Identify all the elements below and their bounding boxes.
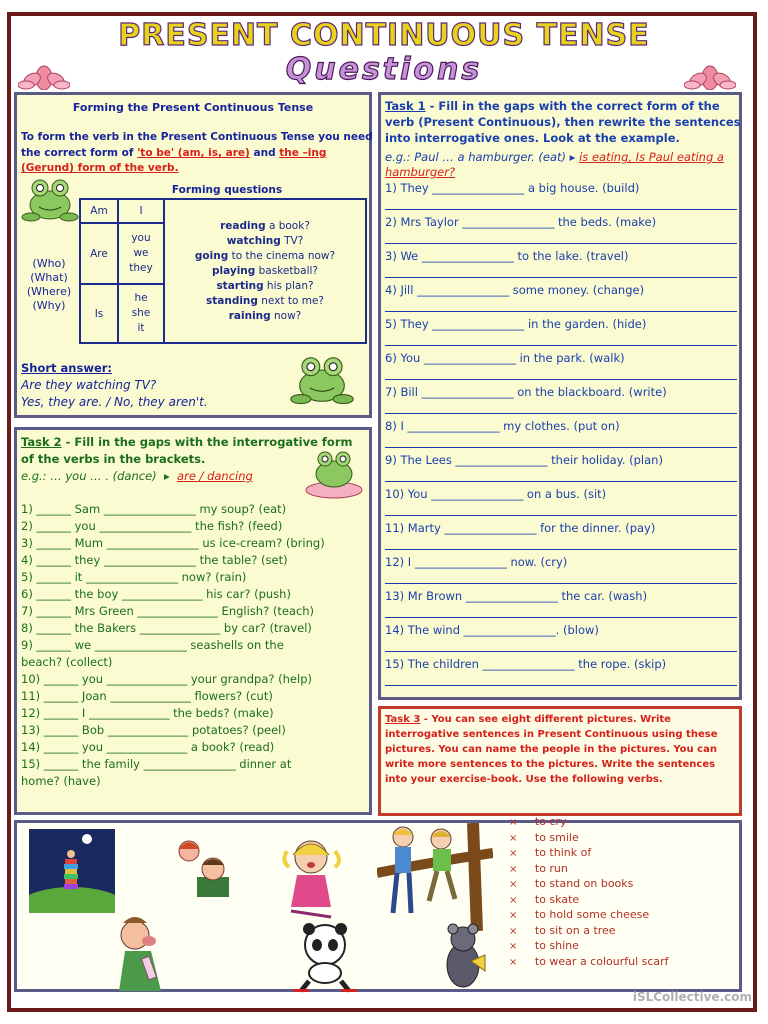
task1-items	[385, 181, 739, 691]
task2-item: 4) ______ they ________________ the table? (set)	[21, 553, 288, 567]
answer-line	[385, 345, 737, 346]
short-answer-label: Short answer:	[21, 361, 113, 375]
task1-item: 8) I ________________ my clothes. (put on)	[385, 419, 620, 433]
task2-item: 1) ______ Sam ________________ my soup? (eat)	[21, 502, 287, 516]
task3-instruction-line3: pictures. You can name the people in the pictures. You can	[385, 744, 717, 755]
answer-line	[385, 209, 737, 210]
grammar-intro-line1: To form the verb in the Present Continuous Tense you need	[21, 131, 373, 143]
mouse-picture	[437, 921, 493, 991]
task3-instruction-line4: write more sentences to the pictures. Write the sentences	[385, 759, 716, 770]
verb-list	[509, 815, 735, 970]
task2-item: 6) ______ the boy ______________ his car? (push)	[21, 587, 291, 601]
task1-item: 4) Jill ________________ some money. (change)	[385, 283, 645, 297]
task1-item: 5) They ________________ in the garden. (hide)	[385, 317, 647, 331]
task2-item: 14) ______ you ______________ a book? (read)	[21, 740, 275, 754]
task2-example: e.g.: … you … . (dance) ▸ are / dancing	[21, 469, 253, 483]
table-cell-i: I	[118, 199, 164, 223]
task2-item: 9) ______ we ________________ seashells on the	[21, 638, 284, 652]
verb-item: × to stand on books	[509, 877, 634, 890]
task1-item: 6) You ________________ in the park. (walk)	[385, 351, 625, 365]
answer-line	[385, 413, 737, 414]
answer-line	[385, 481, 737, 482]
task1-item: 10) You ________________ on a bus. (sit)	[385, 487, 607, 501]
task2-item: 15) ______ the family ________________ dinner at	[21, 757, 292, 771]
grammar-intro-line2: the correct form of 'to be' (am, is, are) and the –ing	[21, 147, 327, 159]
thinking-kids-picture	[167, 835, 237, 905]
verb-item: × to cry	[509, 815, 567, 828]
frog-icon	[289, 350, 355, 408]
task1-box	[378, 92, 742, 700]
footer-watermark: iSLCollective.com	[632, 990, 752, 1004]
task1-item: 15) The children ________________ the rope. (skip)	[385, 657, 667, 671]
answer-line	[385, 243, 737, 244]
task2-item: 7) ______ Mrs Green ______________ English? (teach)	[21, 604, 315, 618]
forming-questions-heading: Forming questions	[171, 184, 283, 196]
task2-item: 8) ______ the Bakers ______________ by car? (travel)	[21, 621, 312, 635]
forming-questions-table	[79, 198, 367, 344]
verb-item: × to wear a colourful scarf	[509, 954, 669, 968]
table-cell-he-she-it: he she it	[118, 284, 164, 343]
verb-item: × to skate	[509, 892, 580, 906]
man-picture	[105, 911, 185, 993]
task2-item: 2) ______ you ________________ the fish? (feed)	[21, 519, 283, 533]
task1-item: 9) The Lees ________________ their holiday. (plan)	[385, 453, 663, 467]
task2-item: 10) ______ you ______________ your grandpa? (help)	[21, 672, 312, 686]
task1-item: 1) They ________________ a big house. (build)	[385, 181, 640, 195]
verb-item: × to shine	[509, 939, 579, 952]
grammar-intro-line3: (Gerund) form of the verb.	[21, 162, 179, 174]
answer-line	[385, 277, 737, 278]
lotus-icon-right	[684, 56, 736, 90]
answer-line	[385, 651, 737, 652]
verb-item: × to run	[509, 861, 568, 875]
task2-item: 13) ______ Bob ______________ potatoes? (peel)	[21, 723, 286, 737]
task1-instruction-line2: verb (Present Continuous), then rewrite the sentences	[385, 115, 741, 129]
task1-item: 7) Bill ________________ on the blackboard. (write)	[385, 385, 667, 399]
task1-item: 14) The wind ________________. (blow)	[385, 623, 599, 637]
task2-instruction-line2: of the verbs in the brackets.	[21, 452, 206, 466]
answer-line	[385, 617, 737, 618]
answer-line	[385, 379, 737, 380]
verb-item: × to sit on a tree	[509, 923, 616, 937]
answer-line	[385, 515, 737, 516]
short-answer-question: Are they watching TV?	[21, 378, 157, 392]
frog-on-lotus-icon	[303, 444, 365, 500]
page-title: PRESENT CONTINUOUS TENSE	[118, 18, 650, 53]
verb-item: × to smile	[509, 830, 579, 844]
task3-box	[378, 706, 742, 816]
crying-girl-picture	[275, 831, 349, 921]
task3-instruction-line5: into your exercise-book. Use the following verbs.	[385, 774, 663, 785]
task1-item: 3) We ________________ to the lake. (travel)	[385, 249, 629, 263]
task3-instruction-line1: Task 3 - You can see eight different pictures. Write	[385, 714, 671, 725]
page-subtitle: Questions	[285, 52, 483, 87]
panda-picture	[289, 919, 359, 993]
task1-item: 2) Mrs Taylor ________________ the beds. (make)	[385, 215, 657, 229]
frog-icon	[21, 173, 79, 225]
wh-words: (Who) (What) (Where) (Why)	[26, 257, 72, 312]
answer-line	[385, 583, 737, 584]
task2-item: 12) ______ I ______________ the beds? (make)	[21, 706, 274, 720]
table-cell-am: Am	[80, 199, 118, 223]
task2-item: home? (have)	[21, 774, 101, 788]
answer-line	[385, 311, 737, 312]
task1-example-cont: hamburger?	[385, 165, 456, 179]
task2-item: 11) ______ Joan ______________ flowers? (cut)	[21, 689, 273, 703]
task2-item: 5) ______ it ________________ now? (rain)	[21, 570, 247, 584]
answer-line	[385, 685, 737, 686]
short-answer-reply: Yes, they are. / No, they aren't.	[21, 395, 208, 409]
task1-instruction-line1: Task 1 - Fill in the gaps with the correct form of the	[385, 99, 720, 113]
task2-items	[21, 502, 369, 791]
pictures-box	[14, 815, 742, 992]
books-picture	[29, 829, 115, 913]
table-cell-examples: reading a book? watching TV? going to the cinema now? playing basketball? starting his plan? standing next to me? raining now?	[164, 199, 366, 343]
lotus-icon-left	[18, 56, 70, 90]
task2-instruction-line1: Task 2 - Fill in the gaps with the interrogative form	[21, 435, 353, 449]
task2-item: beach? (collect)	[21, 655, 113, 669]
verb-item: × to think of	[509, 846, 592, 859]
kids-on-tree-picture	[377, 823, 493, 931]
grammar-heading: Forming the Present Continuous Tense	[72, 101, 314, 114]
table-cell-is: Is	[80, 284, 118, 343]
table-cell-you-we-they: you we they	[118, 223, 164, 284]
grammar-box	[14, 92, 372, 418]
task1-example: e.g.: Paul … a hamburger. (eat) ▸ is eating, Is Paul eating a	[385, 150, 724, 164]
task1-instruction-line3: into interrogative ones. Look at the example.	[385, 131, 680, 145]
table-cell-are: Are	[80, 223, 118, 284]
task1-item: 12) I ________________ now. (cry)	[385, 555, 568, 569]
task3-instruction-line2: interrogative sentences in Present Continuous using these	[385, 729, 718, 740]
task1-item: 11) Marty ________________ for the dinner. (pay)	[385, 521, 656, 535]
task1-item: 13) Mr Brown ________________ the car. (wash)	[385, 589, 648, 603]
task2-box	[14, 427, 372, 815]
task2-item: 3) ______ Mum ________________ us ice-cream? (bring)	[21, 536, 325, 550]
verb-item: × to hold some cheese	[509, 908, 650, 921]
answer-line	[385, 549, 737, 550]
answer-line	[385, 447, 737, 448]
